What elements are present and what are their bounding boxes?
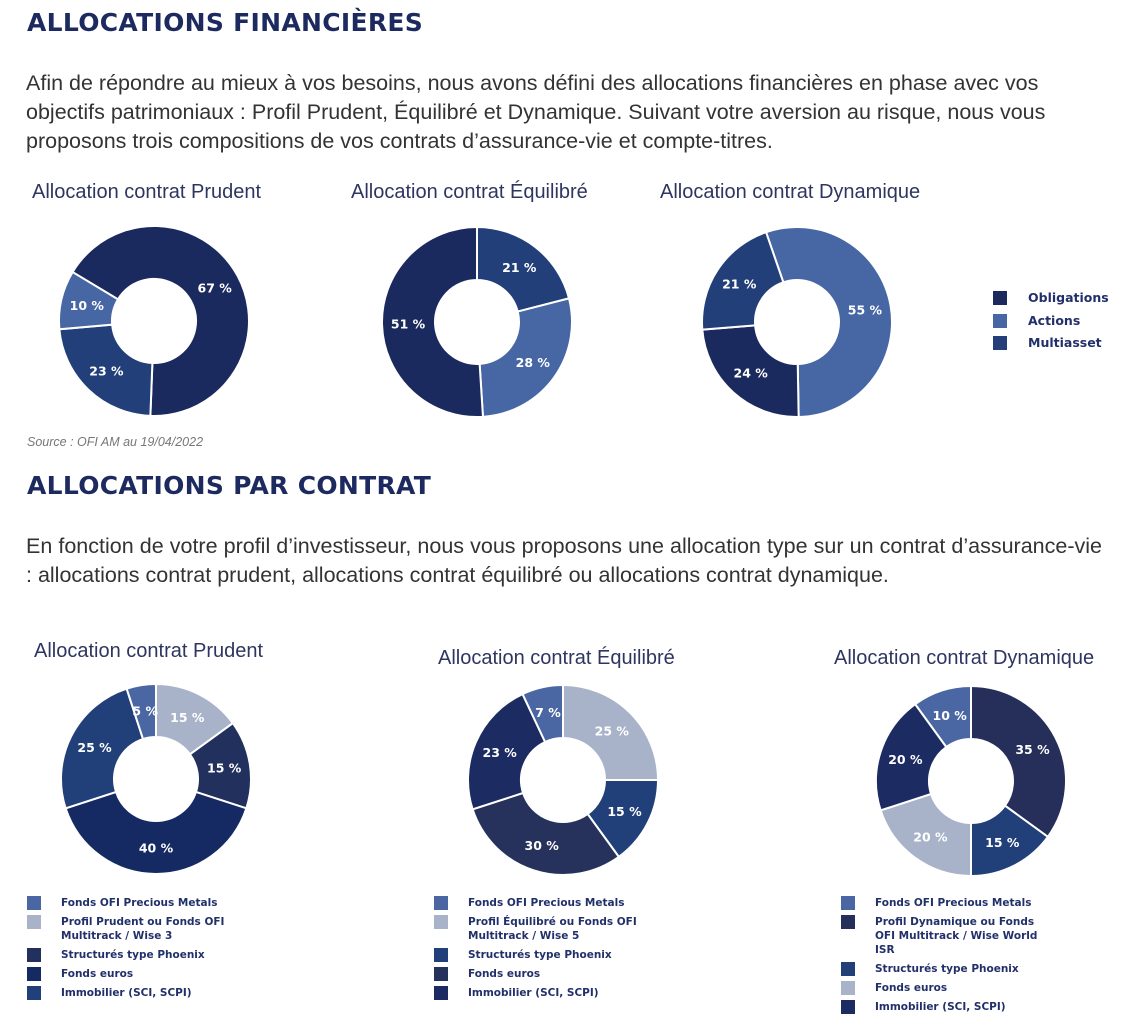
legend-item	[841, 981, 1050, 995]
legend-label: Immobilier (SCI, SCPI)	[468, 987, 599, 999]
legend-swatch	[841, 915, 855, 929]
donut-chart-equilibre-contrat	[468, 685, 658, 875]
chart-title-prudent: Allocation contrat Prudent	[32, 181, 262, 203]
legend-label: Fonds OFI Precious Metals	[468, 897, 625, 909]
legend-label: Fonds euros	[61, 968, 134, 980]
legend-label: Fonds euros	[875, 982, 948, 994]
legend-label: Immobilier (SCI, SCPI)	[61, 987, 192, 999]
legend-item	[434, 948, 643, 962]
chart-title-equilibre: Allocation contrat Équilibré	[351, 181, 588, 203]
slice-value-label: 25 %	[77, 740, 112, 756]
slice-value-label: 24 %	[733, 365, 768, 381]
donut-chart-dynamique-contrat	[876, 686, 1066, 876]
donut-chart-equilibre	[382, 227, 572, 417]
slice-value-label: 28 %	[515, 355, 550, 371]
legend-swatch	[993, 291, 1007, 305]
slice-value-label: 55 %	[847, 302, 883, 318]
legend-label: Fonds euros	[468, 968, 541, 980]
donut-chart-prudent-contrat	[61, 684, 251, 874]
legend-label: Actions	[1028, 312, 1081, 328]
slice-value-label: 23 %	[482, 745, 517, 761]
slice-value-label: 67 %	[197, 280, 232, 296]
slice-value-label: 5 %	[132, 703, 158, 719]
slice-value-label: 10 %	[69, 297, 104, 313]
section-title-allocations-par-contrat: ALLOCATIONS PAR CONTRAT	[27, 471, 432, 500]
legend-swatch	[993, 314, 1007, 328]
slice-value-label: 25 %	[594, 723, 629, 739]
slice-value-label: 23 %	[89, 363, 124, 379]
legend-swatch	[27, 986, 41, 1000]
legend-swatch	[434, 915, 448, 929]
legend-item	[841, 896, 1050, 910]
legend-asset-classes	[993, 290, 1109, 358]
legend-item	[27, 967, 236, 981]
source-note: Source : OFI AM au 19/04/2022	[27, 435, 204, 449]
slice-value-label: 20 %	[888, 752, 923, 768]
slice-value-label: 51 %	[390, 316, 426, 332]
legend-label: Profil Équilibré ou Fonds OFI Multitrack / Wise 5	[468, 916, 637, 942]
slice-value-label: 35 %	[1015, 742, 1050, 758]
chart-title-equilibre-contrat: Allocation contrat Équilibré	[438, 647, 675, 669]
legend-item	[841, 962, 1050, 976]
legend-item	[434, 896, 643, 910]
legend-swatch	[841, 1000, 855, 1014]
legend-item	[27, 896, 236, 910]
chart-title-dynamique: Allocation contrat Dynamique	[660, 181, 921, 203]
legend-dynamique-contrat	[841, 896, 1050, 1019]
chart-title-prudent-contrat: Allocation contrat Prudent	[34, 640, 264, 662]
legend-label: Structurés type Phoenix	[875, 963, 1019, 975]
donut-chart-prudent	[59, 226, 249, 416]
legend-swatch	[434, 986, 448, 1000]
legend-prudent-contrat	[27, 896, 236, 1005]
slice-value-label: 40 %	[138, 840, 174, 856]
legend-item	[27, 948, 236, 962]
legend-swatch	[434, 896, 448, 910]
donut-slice	[971, 686, 1066, 837]
legend-swatch	[27, 896, 41, 910]
slice-value-label: 7 %	[535, 705, 561, 721]
legend-item-multiasset	[993, 335, 1109, 358]
donut-slice	[66, 792, 247, 874]
legend-swatch	[27, 915, 41, 929]
slice-value-label: 15 %	[170, 710, 205, 726]
legend-item	[841, 1000, 1050, 1014]
legend-swatch	[841, 962, 855, 976]
legend-item-actions	[993, 313, 1109, 336]
legend-swatch	[27, 967, 41, 981]
legend-label: Immobilier (SCI, SCPI)	[875, 1001, 1006, 1013]
slice-value-label: 30 %	[524, 838, 559, 854]
legend-swatch	[434, 948, 448, 962]
donut-chart-dynamique	[702, 227, 892, 417]
legend-label: Obligations	[1028, 290, 1109, 305]
chart-title-dynamique-contrat: Allocation contrat Dynamique	[834, 647, 1095, 669]
legend-equilibre-contrat	[434, 896, 643, 1005]
legend-swatch	[27, 948, 41, 962]
legend-swatch	[993, 336, 1007, 350]
legend-item	[434, 967, 643, 981]
legend-label: Structurés type Phoenix	[61, 949, 205, 961]
slice-value-label: 21 %	[502, 259, 537, 275]
legend-swatch	[434, 967, 448, 981]
slice-value-label: 15 %	[607, 803, 642, 819]
slice-value-label: 15 %	[207, 760, 242, 776]
slice-value-label: 20 %	[913, 829, 948, 845]
slice-value-label: 21 %	[722, 276, 757, 292]
legend-swatch	[841, 896, 855, 910]
legend-item	[434, 986, 643, 1000]
contract-paragraph: En fonction de votre profil d’investisseur, nous vous proposons une allocation type sur un contrat d’assurance-vie : allocations contrat prudent, allocations contrat équilibré ou allocations contrat dynamique.	[26, 534, 1102, 587]
legend-label: Structurés type Phoenix	[468, 949, 612, 961]
legend-label: Fonds OFI Precious Metals	[875, 897, 1032, 909]
legend-label: Profil Dynamique ou Fonds OFI Multitrack / Wise World ISR	[875, 916, 1038, 956]
legend-item	[27, 986, 236, 1000]
legend-item-obligations	[993, 290, 1109, 313]
slice-value-label: 10 %	[932, 707, 967, 723]
intro-paragraph: Afin de répondre au mieux à vos besoins, nous avons défini des allocations financières en phase avec vos objectifs patrimoniaux : Profil Prudent, Équilibré et Dynamique. Suivant votre aversion au risque, nous vous proposons trois compositions de vos contrats d’assurance-vie et compte-titres.	[26, 71, 1046, 153]
legend-label: Profil Prudent ou Fonds OFI Multitrack / Wise 3	[61, 916, 225, 942]
slice-value-label: 15 %	[985, 834, 1020, 850]
legend-item	[27, 915, 236, 943]
legend-item	[434, 915, 643, 943]
legend-label: Multiasset	[1028, 335, 1102, 350]
legend-swatch	[841, 981, 855, 995]
section-title-allocations-financieres: ALLOCATIONS FINANCIÈRES	[27, 8, 424, 37]
legend-item	[841, 915, 1050, 957]
legend-label: Fonds OFI Precious Metals	[61, 897, 218, 909]
